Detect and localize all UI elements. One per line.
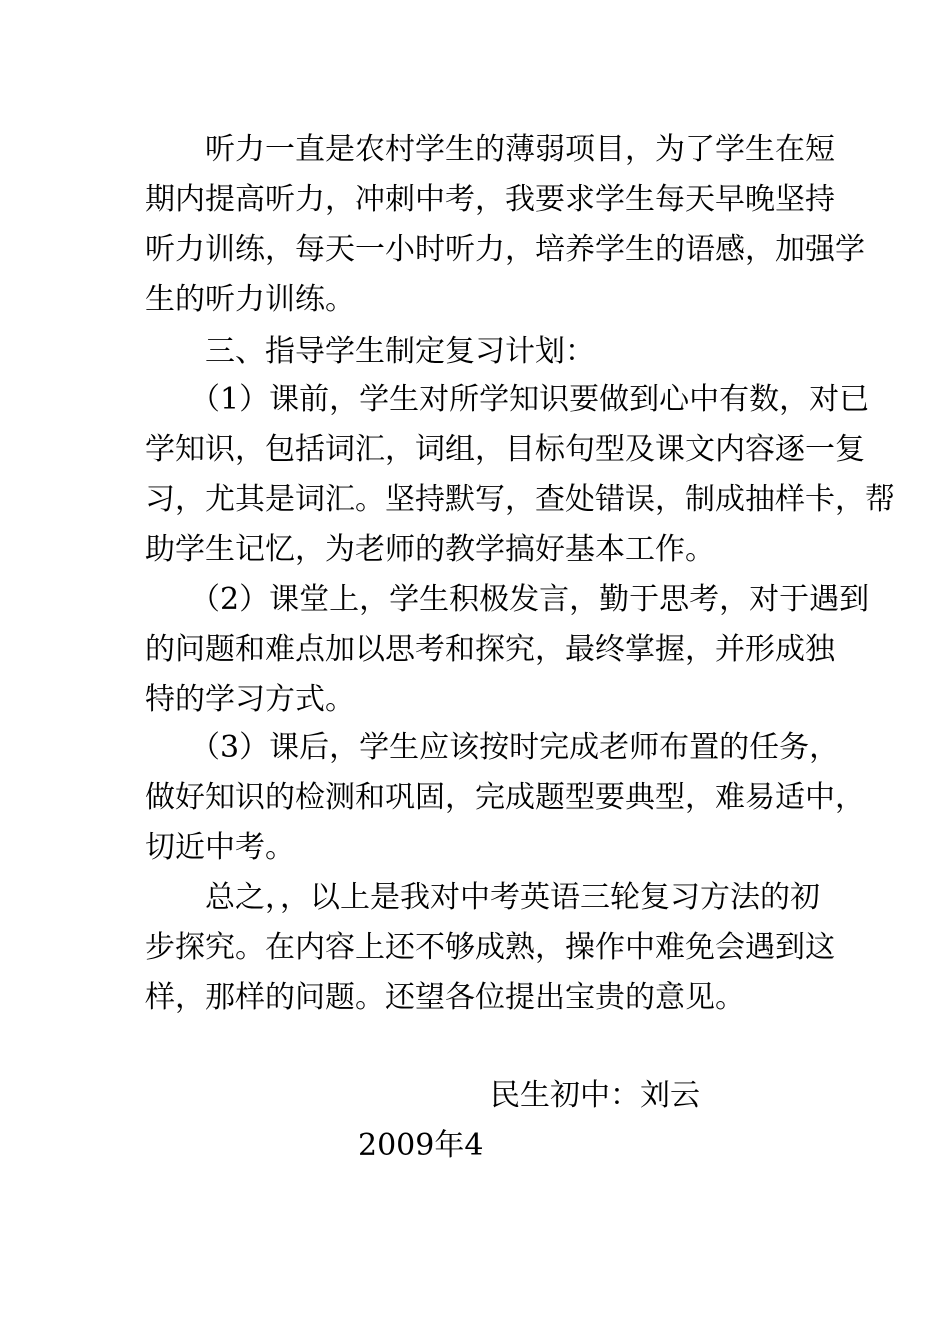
signature: 民生初中：刘云	[490, 1078, 700, 1113]
paragraph-1-line-4: 生的听力训练。	[145, 282, 355, 317]
paragraph-1-line-1: 听力一直是农村学生的薄弱项目，为了学生在短	[145, 132, 835, 167]
paragraph-6-line-3: 样，那样的问题。还望各位提出宝贵的意见。	[145, 980, 745, 1015]
date: 2009年4	[358, 1128, 484, 1163]
paragraph-4-line-2: 的问题和难点加以思考和探究，最终掌握，并形成独	[145, 632, 835, 667]
paragraph-4-line-1: （2）课堂上，学生积极发言，勤于思考，对于遇到	[145, 582, 870, 617]
paragraph-3-line-3: 习，尤其是词汇。坚持默写，查处错误，制成抽样卡，帮	[145, 482, 895, 517]
paragraph-5-line-3: 切近中考。	[145, 830, 295, 865]
paragraph-3-line-4: 助学生记忆，为老师的教学搞好基本工作。	[145, 532, 715, 567]
paragraph-1-line-2: 期内提高听力，冲刺中考，我要求学生每天早晚坚持	[145, 182, 835, 217]
paragraph-4-line-3: 特的学习方式。	[145, 682, 355, 717]
paragraph-3-line-1: （1）课前，学生对所学知识要做到心中有数，对已	[145, 382, 870, 417]
paragraph-6-line-1: 总之，，以上是我对中考英语三轮复习方法的初	[145, 880, 820, 915]
section-heading-review-plan: 三、指导学生制定复习计划：	[145, 334, 595, 369]
paragraph-5-line-2: 做好知识的检测和巩固，完成题型要典型，难易适中，	[145, 780, 865, 815]
paragraph-3-line-2: 学知识，包括词汇，词组，目标句型及课文内容逐一复	[145, 432, 865, 467]
paragraph-5-line-1: （3）课后，学生应该按时完成老师布置的任务，	[145, 730, 840, 765]
paragraph-6-line-2: 步探究。在内容上还不够成熟，操作中难免会遇到这	[145, 930, 835, 965]
paragraph-1-line-3: 听力训练，每天一小时听力，培养学生的语感，加强学	[145, 232, 865, 267]
